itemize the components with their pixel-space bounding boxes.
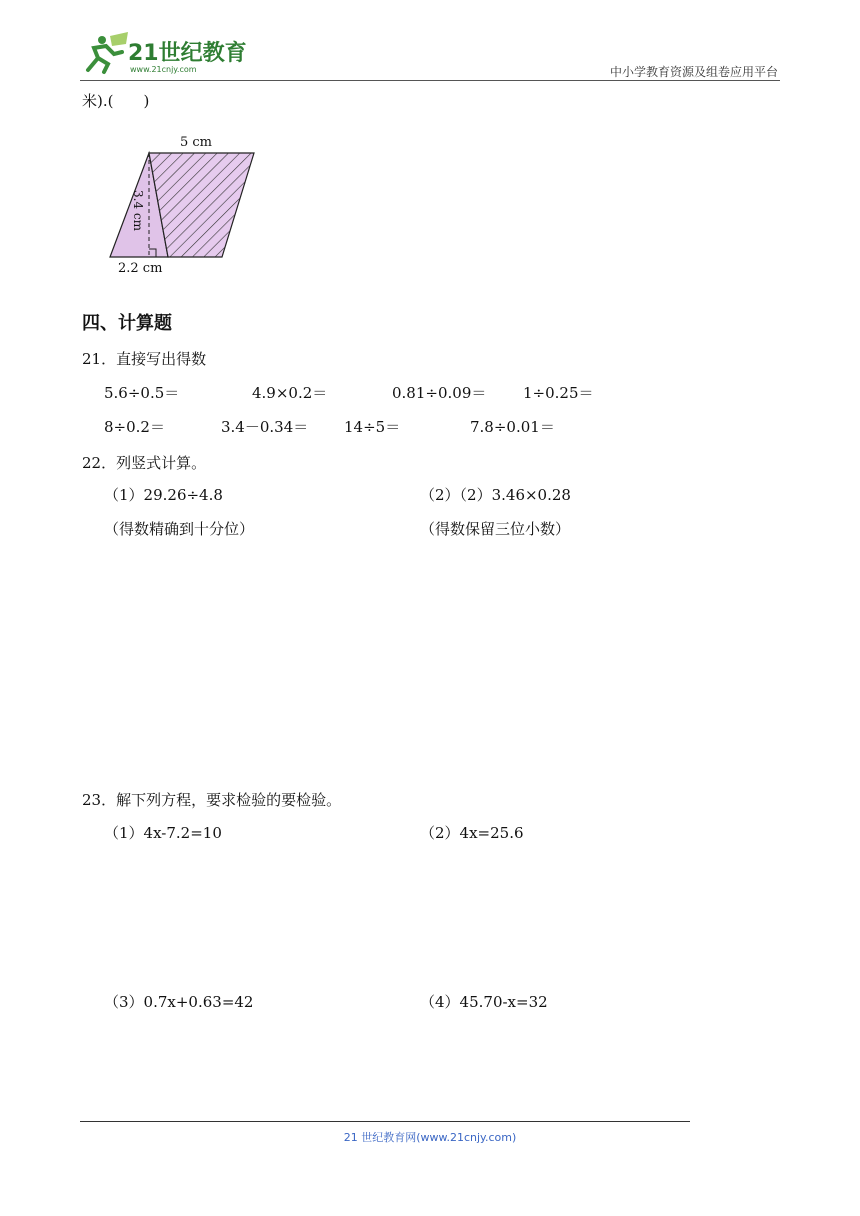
q21-item: 0.81÷0.09＝ [392, 384, 487, 402]
q22-item1: （1）29.26÷4.8 [104, 486, 223, 504]
runner-icon [88, 32, 128, 72]
base-label: 2.2 cm [118, 261, 163, 276]
q21-item: 4.9×0.2＝ [252, 384, 328, 402]
q23-item1: （1）4x-7.2=10 [104, 824, 222, 842]
logo-text: 21世纪教育 [128, 41, 247, 66]
site-logo [80, 30, 260, 76]
q21-item: 14÷5＝ [344, 418, 401, 436]
q23-item3: （3）0.7x+0.63=42 [104, 993, 254, 1011]
footer-link[interactable]: 21 世纪教育网(www.21cnjy.com) [343, 1131, 517, 1144]
q22-stem: 22．列竖式计算。 [82, 454, 207, 472]
logo-url: www.21cnjy.com [130, 65, 197, 74]
top-label: 5 cm [180, 135, 213, 150]
q21-item: 7.8÷0.01＝ [470, 418, 555, 436]
q23-item2: （2）4x=25.6 [420, 824, 524, 842]
section-title: 四、计算题 [82, 313, 172, 334]
q22-item2: （2）（2）3.46×0.28 [420, 486, 571, 504]
q23-item4: （4）45.70-x=32 [420, 993, 548, 1011]
q21-item: 8÷0.2＝ [104, 418, 165, 436]
carry-over-text: 米).( ) [82, 92, 150, 110]
q21-item: 1÷0.25＝ [523, 384, 594, 402]
q21-stem: 21．直接写出得数 [82, 350, 207, 368]
footer-divider [80, 1121, 690, 1122]
header-divider [80, 80, 780, 81]
header-platform-text: 中小学教育资源及组卷应用平台 [609, 65, 778, 79]
q22-item1-note: （得数精确到十分位） [104, 520, 255, 538]
parallelogram-figure [104, 130, 264, 280]
q21-item: 5.6÷0.5＝ [104, 384, 180, 402]
q21-item: 3.4－0.34＝ [221, 418, 309, 436]
q23-stem: 23．解下列方程，要求检验的要检验。 [82, 791, 342, 809]
q22-item2-note: （得数保留三位小数） [420, 520, 571, 538]
height-label: 3.4 cm [131, 190, 145, 231]
